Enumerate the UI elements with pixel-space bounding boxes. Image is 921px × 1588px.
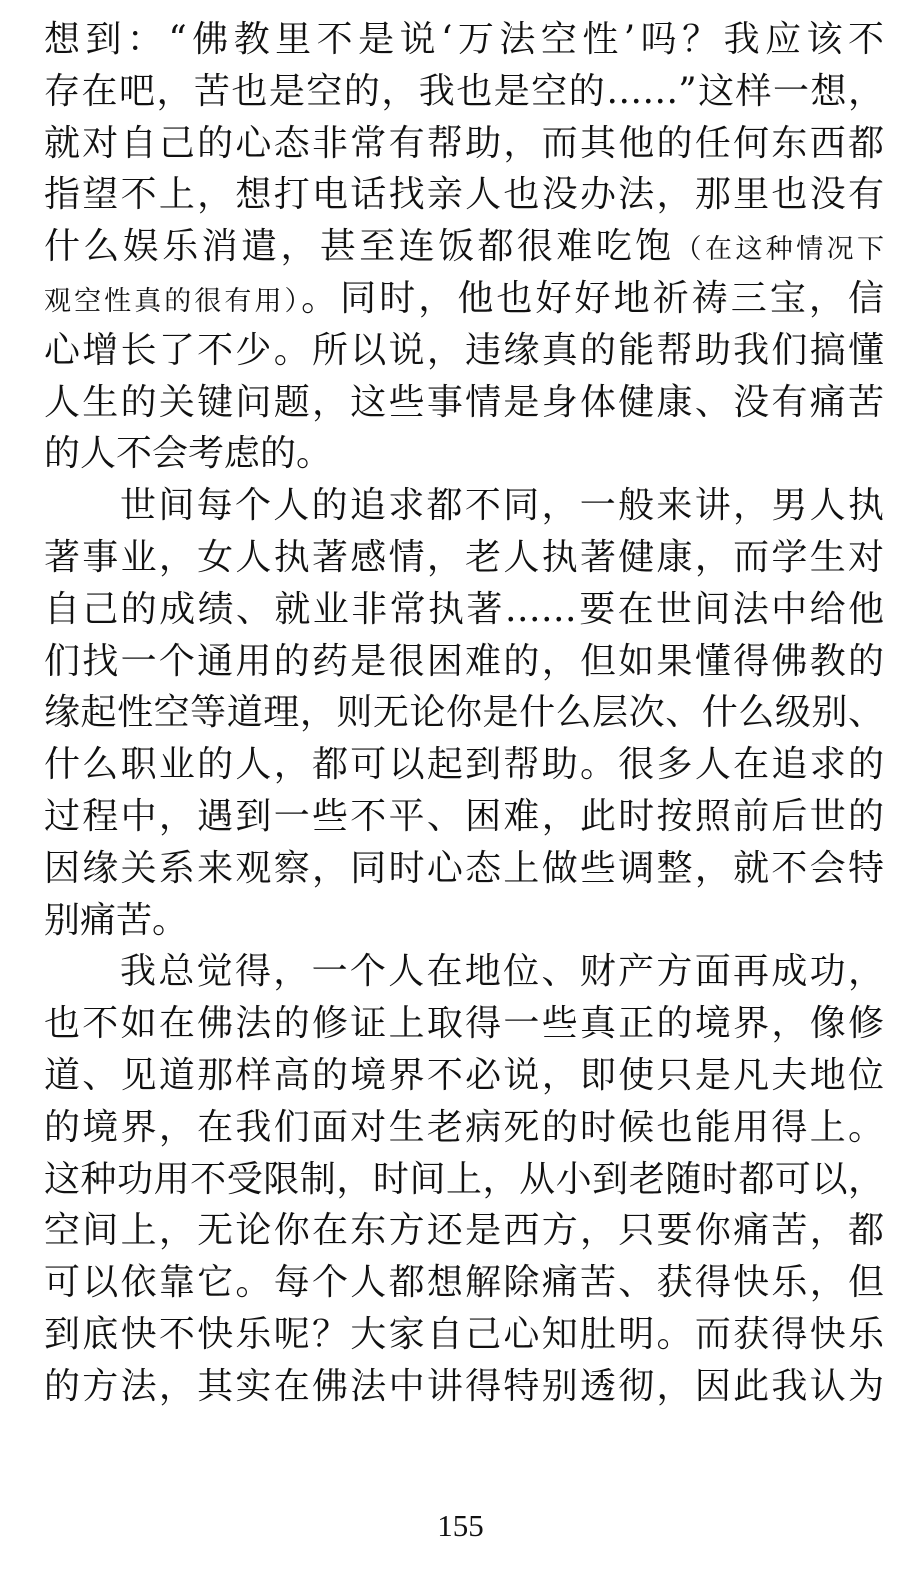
- text-line: 缘起性空等道理，则无论你是什么层次、什么级别、: [44, 692, 884, 734]
- text-line: 什么职业的人，都可以起到帮助。很多人在追求的: [44, 744, 884, 786]
- text-line: 著事业，女人执著感情，老人执著健康，而学生对: [44, 536, 884, 578]
- text-segment: 什么娱乐消遣，甚至连饭都很难吃饱: [44, 226, 675, 268]
- text-segment: 。同时，他也好好地祈祷三宝，信: [301, 277, 884, 319]
- paragraph-start-line: 世间每个人的追求都不同，一般来讲，男人执: [120, 485, 884, 527]
- text-line: 就对自己的心态非常有帮助，而其他的任何东西都: [44, 122, 884, 164]
- text-line: 人生的关键问题，这些事情是身体健康、没有痛苦: [44, 381, 884, 423]
- annotation-text: （在这种情况下: [674, 234, 884, 266]
- text-line: 这种功用不受限制，时间上，从小到老随时都可以，: [44, 1158, 884, 1200]
- annotation-text: 观空性真的很有用）: [44, 285, 302, 317]
- paragraph-end-line: 别痛苦。: [44, 899, 189, 941]
- text-line: 自己的成绩、就业非常执著……要在世间法中给他: [44, 588, 884, 630]
- text-line: 过程中，遇到一些不平、困难，此时按照前后世的: [44, 795, 884, 837]
- paragraph-start-line: 我总觉得，一个人在地位、财产方面再成功，: [120, 951, 884, 993]
- text-line: 也不如在佛法的修证上取得一些真正的境界，像修: [44, 1003, 884, 1045]
- text-line: [44, 221, 884, 273]
- page-number: 155: [437, 1508, 484, 1543]
- text-line: 的方法，其实在佛法中讲得特别透彻，因此我认为: [44, 1365, 884, 1407]
- text-line: 因缘关系来观察，同时心态上做些调整，就不会特: [44, 847, 884, 889]
- text-line: 想到：“佛教里不是说‘万法空性’吗？我应该不: [44, 19, 884, 60]
- text-line: 的境界，在我们面对生老病死的时候也能用得上。: [44, 1106, 884, 1148]
- text-line: 可以依靠它。每个人都想解除痛苦、获得快乐，但: [44, 1262, 884, 1304]
- text-line: 们找一个通用的药是很困难的，但如果懂得佛教的: [44, 640, 884, 682]
- text-line: 心增长了不少。所以说，违缘真的能帮助我们搞懂: [44, 329, 884, 371]
- paragraph-end-line: 的人不会考虑的。: [44, 433, 333, 475]
- body-text: [44, 14, 884, 1413]
- text-line: 道、见道那样高的境界不必说，即使只是凡夫地位: [44, 1054, 884, 1096]
- text-line: 指望不上，想打电话找亲人也没办法，那里也没有: [44, 174, 884, 216]
- text-line: 存在吧，苦也是空的，我也是空的……”这样一想，: [44, 70, 884, 112]
- text-line: 到底快不快乐呢？大家自己心知肚明。而获得快乐: [44, 1313, 884, 1355]
- text-line: [44, 273, 884, 325]
- text-line: 空间上，无论你在东方还是西方，只要你痛苦，都: [44, 1210, 884, 1252]
